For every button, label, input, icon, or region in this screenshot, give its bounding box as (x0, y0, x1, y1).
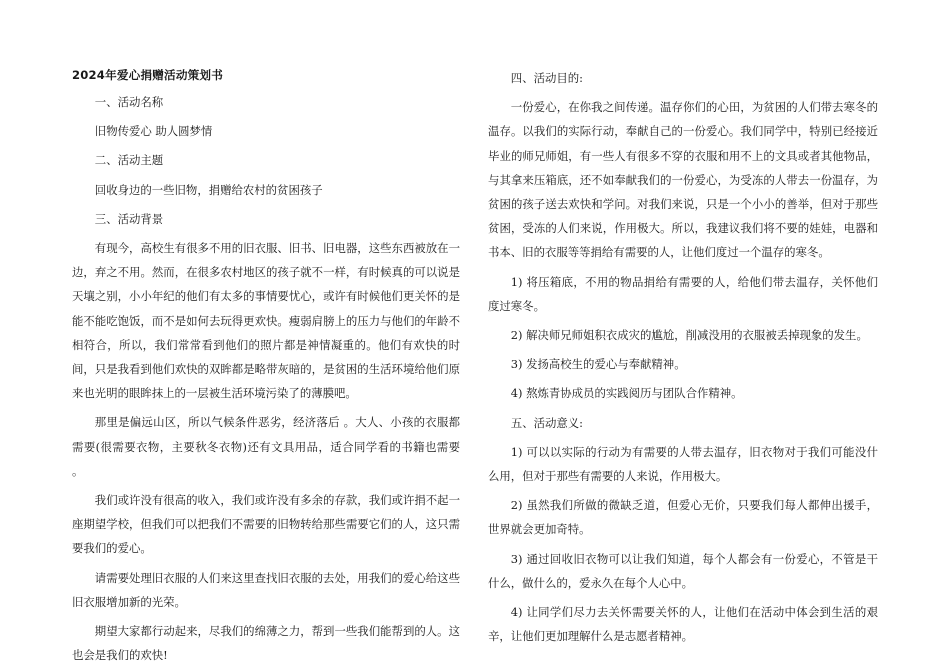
section-heading-purpose: 四、活动目的: (510, 71, 583, 85)
background-paragraph: 请需要处理旧衣服的人们来这里查找旧衣服的去处，用我们的爱心给这些旧衣服增加新的光荣。 (72, 570, 460, 609)
document-title: 2024年爱心捐赠活动策划书 (72, 68, 224, 82)
significance-item: 2) 虽然我们所做的微缺乏道，但爱心无价，只要我们每人都伸出援手，世界就会更加奇特。 (488, 498, 878, 537)
background-paragraph: 有现今，高校生有很多不用的旧衣服、旧书、旧电器，这些东西被放在一边，弃之不用。然而，在很多农村地区的孩子就不一样，有时候真的可以说是天壤之别，小小年纪的他们有太多的事情要忧心，或许有时候他们更关怀的是能不能吃饱饭，而不是如何去玩得更欢快。瘦弱肩膀上的压力与他们的年龄不相符合，所以，我们常常看到他们的照片都是神情凝重的。他们有欢快的时间，只是我看到他们欢快的双眸都是略带灰暗的，是贫困的生活环境给他们原来也光明的眼眸抹上的一层被生活环境污染了的薄膜吧。 (72, 241, 460, 401)
section-heading-theme: 二、活动主题 (94, 153, 164, 168)
activity-name-text: 旧物传爱心 助人圆梦情 (94, 124, 213, 139)
right-column (488, 66, 878, 653)
section-heading-name: 一、活动名称 (94, 95, 164, 109)
section-heading-background: 三、活动背景 (94, 211, 164, 226)
background-paragraph: 我们或许没有很高的收入，我们或许没有多余的存款，我们或许捐不起一座期望学校，但我们可以把我们不需要的旧物转给那些需要它们的人，这只需要我们的爱心。 (72, 493, 460, 556)
significance-item: 1) 可以以实际的行动为有需要的人带去温存，旧衣物对于我们可能没什么用，但对于那些有需要的人来说，作用极大。 (488, 444, 878, 484)
section-heading-significance: 五、活动意义: (510, 415, 583, 430)
purpose-item: 3) 发扬高校生的爱心与奉献精神。 (510, 357, 686, 372)
purpose-item: 2) 解决师兄师姐积衣成灾的尴尬，削减没用的衣服被丢掉现象的发生。 (510, 328, 868, 343)
significance-item: 4) 让同学们尽力去关怀需要关怀的人，让他们在活动中体会到生活的艰辛，让他们更加理解什么是志愿者精神。 (488, 605, 878, 644)
purpose-item: 1) 将压箱底，不用的物品捐给有需要的人，给他们带去温存，关怀他们度过寒冬。 (488, 274, 878, 313)
left-column (72, 66, 460, 672)
background-paragraph: 那里是偏远山区，所以气候条件恶劣，经济落后 。大人、小孩的衣服都需要(很需要衣物，主要秋冬衣物)还有文具用品，适合同学看的书籍也需要 。 (72, 415, 460, 478)
purpose-item: 4) 熬炼青协成员的实践阅历与团队合作精神。 (510, 386, 743, 401)
purpose-paragraph: 一份爱心，在你我之间传递。温存你们的心田，为贫困的人们带去寒冬的温存。以我们的实际行动，奉献自己的一份爱心。我们同学中，特别已经接近毕业的师兄师姐，有一些人有很多不穿的衣服和用不上的文具或者其他物品，与其拿来压箱底，还不如奉献我们的一份爱心，为受冻的人带去一份温存，为贫困的孩子送去欢快和学问。对我们来说，只是一个小小的善举，但对于那些贫困，受冻的人们来说，作用极大。所以，我建议我们将不要的娃娃，电器和书本、旧的衣服等等捐给有需要的人，让他们度过一个温存的寒冬。 (488, 100, 878, 260)
background-paragraph: 期望大家都行动起来，尽我们的绵薄之力，帮到一些我们能帮到的人。这也会是我们的欢快! (72, 624, 460, 663)
significance-item: 3) 通过回收旧衣物可以让我们知道，每个人都会有一份爱心，不管是干什么，做什么的，爱永久在每个人心中。 (488, 551, 878, 590)
activity-theme-text: 回收身边的一些旧物，捐赠给农村的贫困孩子 (94, 182, 323, 197)
